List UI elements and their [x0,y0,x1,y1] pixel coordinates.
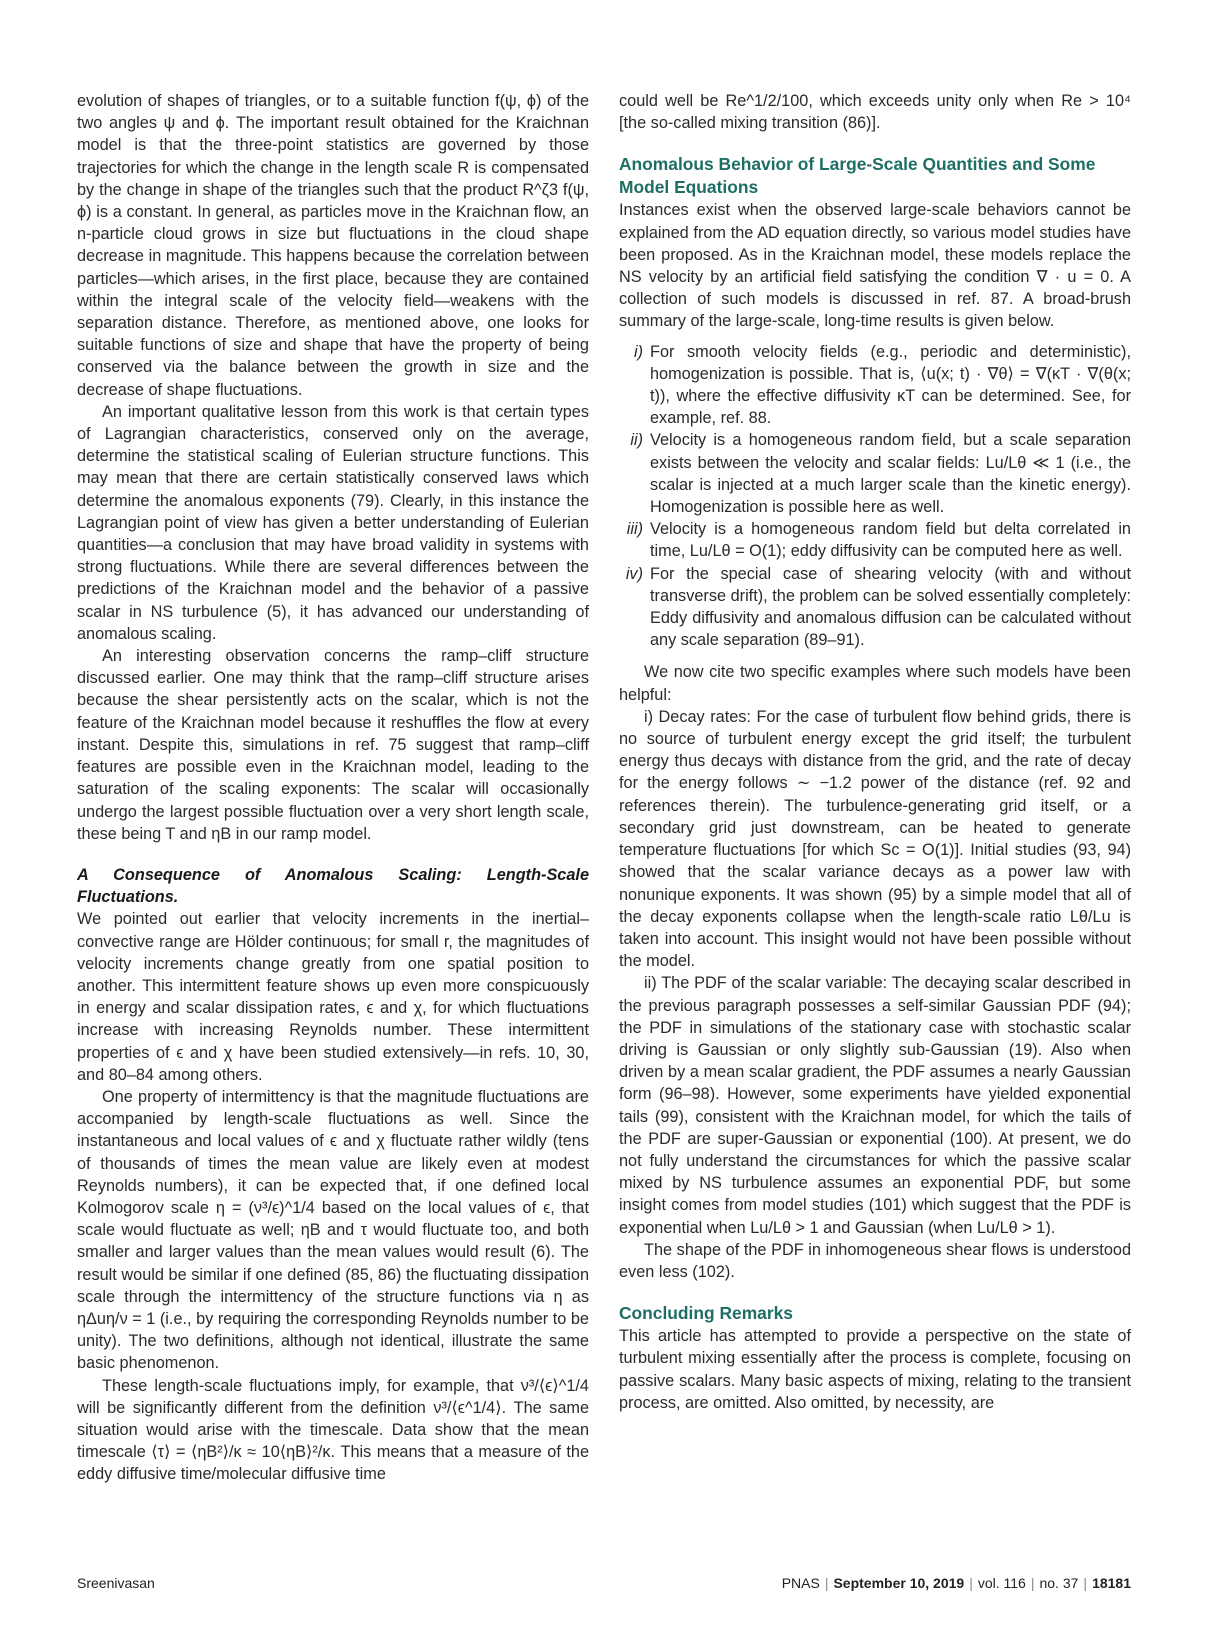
paragraph: We now cite two specific examples where such models have been helpful: [619,663,1131,704]
list-item [619,563,1131,652]
section-heading: Concluding Remarks [619,1303,793,1324]
footer-page-number: 18181 [1092,1575,1131,1591]
list-item [619,518,1131,562]
footer-issue: no. 37 [1039,1575,1079,1591]
left-column [77,90,589,1486]
paragraph: evolution of shapes of triangles, or to a suitable function f(ψ, ϕ) of the two angles ψ and ϕ. The important result obtained for the Kraichnan model is that the three-point statistics are governed by those trajectories for which the change in the length scale R is compensated by the change in shape of the triangles such that the product R^ζ3 f(ψ, ϕ) is a constant. In general, as particles move in the Kraichnan flow, an n-particle cloud grows in size but fluctuations in the cloud shape decrease in magnitude. This happens because the correlation between particles—which arises, in the first place, because they are contained within the integral scale of the velocity field—weakens with the separation distance. Therefore, as mentioned above, one looks for suitable functions of size and shape that have the property of being conserved via the balance between the growth in size and the decrease of shape fluctuations. [77,92,589,399]
paragraph: These length-scale fluctuations imply, for example, that ν³/⟨ϵ⟩^1/4 will be significantly different from the definition ν³/⟨ϵ^1/4⟩. The same situation would arise with the timescale. Data show that the mean timescale ⟨τ⟩ = ⟨ηB²⟩/κ ≈ 10⟨ηB⟩²/κ. This means that a measure of the eddy diffusive time/molecular diffusive time [77,1376,589,1484]
list-number: i) [633,342,643,361]
paragraph: could well be Re^1/2/100, which exceeds unity only when Re > 10⁴ [the so-called mixing transition (86)]. [619,92,1131,133]
list-number: iii) [626,520,643,539]
paragraph: One property of intermittency is that the magnitude fluctuations are accompanied by length-scale fluctuations as well. Since the instantaneous and local values of ϵ and χ fluctuate rather wildly (tens of thousands of times the mean value are likely even at modest Reynolds numbers), it can be expected that, if one defined local Kolmogorov scale η = (ν³/ϵ)^1/4 based on the local values of ϵ, that scale would fluctuate as well; ηB and τ would fluctuate too, and both smaller and larger values than the mean values would result (6). The result would be similar if one defined (85, 86) the fluctuating dissipation scale through the intermittency of the structure functions via η as ηΔuη/ν = 1 (i.e., by requiring the corresponding Reynolds number to be unity). The two definitions, although not identical, illustrate the same basic phenomenon. [77,1087,589,1373]
section-heading: Anomalous Behavior of Large-Scale Quantities and Some Model Equations [619,154,1096,198]
paragraph-with-runin [77,864,589,1086]
list-text: Velocity is a homogeneous random field but delta correlated in time, Lu/Lθ = O(1); eddy diffusivity can be computed here as well. [650,520,1131,561]
paragraph: An interesting observation concerns the ramp–cliff structure discussed earlier. One may think that the ramp–cliff structure arises because the shear persistently acts on the scalar, which is not the feature of the Kraichnan model because it reshuffles the flow at every instant. Despite this, simulations in ref. 75 suggest that ramp–cliff features are possible even in the Kraichnan model, leading to the saturation of the scaling exponents: The scalar will occasionally undergo the largest possible fluctuation over a very short length scale, these being T and ηB in our ramp model. [77,647,589,843]
paragraph: This article has attempted to provide a perspective on the state of turbulent mixing essentially after the process is complete, focusing on passive scalars. Many basic aspects of mixing, relating to the transient process, are omitted. Also omitted, by necessity, are [619,1327,1131,1412]
paragraph: An important qualitative lesson from this work is that certain types of Lagrangian characteristics, conserved only on the average, determine the statistical scaling of Eulerian structure functions. This may mean that there are certain statistically conserved laws which determine the anomalous exponents (79). Clearly, in this instance the Lagrangian point of view has given a better understanding of Eulerian quantities—a conclusion that may have broad validity in systems with strong fluctuations. While there are several differences between the predictions of the Kraichnan model and the behavior of a passive scalar in NS turbulence (5), it has advanced our understanding of anomalous scaling. [77,402,589,643]
right-column [619,90,1131,1414]
paragraph-text: We pointed out earlier that velocity increments in the inertial–convective range are Hölder continuous; for small r, the magnitudes of velocity increments change greatly from one spatial position to another. This intermittent feature shows up even more conspicuously in energy and scalar dissipation rates, ϵ and χ, for which fluctuations increase with increasing Reynolds number. These intermittent properties of ϵ and χ have been studied extensively—in refs. 10, 30, and 80–84 among others. [77,910,589,1084]
footer-volume: vol. 116 [977,1575,1026,1591]
paragraph: i) Decay rates: For the case of turbulent flow behind grids, there is no source of turbulent energy except the grid itself; the turbulent energy thus decays with distance from the grid, and the rate of decay for the energy follows ∼ −1.2 power of the distance (ref. 92 and references therein). The turbulence-generating grid itself, or a secondary grid just downstream, can be heated to generate temperature fluctuations [for which Sc = O(1)]. Initial studies (93, 94) showed that the scalar variance decays as a power law with nonunique exponents. It was shown (95) by a simple model that all of the decay exponents collapse when the length-scale ratio Lθ/Lu is taken into account. This insight would not have been possible without the model. [619,707,1131,971]
paragraph: ii) The PDF of the scalar variable: The decaying scalar described in the previous paragraph possesses a self-similar Gaussian PDF (94); the PDF in simulations of the stationary case with stochastic scalar driving is Gaussian or only slightly sub-Gaussian (19). Also when driven by a mean scalar gradient, the PDF assumes a nearly Gaussian form (96–98). However, some experiments have yielded exponential tails (99), consistent with the Kraichnan model, for which the tails of the PDF are super-Gaussian or exponential (100). At present, we do not fully understand the circumstances for which the passive scalar mixed by NS turbulence assumes an exponential PDF, but some insight comes from model studies (101) which suggest that the PDF is exponential when Lu/Lθ > 1 and Gaussian (when Lu/Lθ > 1). [619,974,1131,1237]
paragraph: Instances exist when the observed large-scale behaviors cannot be explained from the AD equation directly, so various model studies have been proposed. As in the Kraichnan model, these models replace the NS velocity by an artificial field satisfying the condition ∇ · u = 0. A collection of such models is discussed in ref. 87. A broad-brush summary of the large-scale, long-time results is given below. [619,201,1131,331]
footer-journal: PNAS [781,1575,820,1591]
list-number: iv) [625,564,643,583]
list-text: Velocity is a homogeneous random field, but a scale separation exists between the velocity and scalar fields: Lu/Lθ ≪ 1 (i.e., the scalar is injected at a much larger scale than the kinetic energy). Homogenization is possible here as well. [650,431,1131,517]
footer-citation: PNAS | September 10, 2019 | vol. 116 | no. 37 | 18181 [781,1575,1131,1591]
footer-author: Sreenivasan [77,1575,155,1591]
list-text: For smooth velocity fields (e.g., periodic and deterministic), homogenization is possible. That is, ⟨u(x; t) · ∇θ⟩ = ∇(κT · ∇(θ(x; t)), where the effective diffusivity κT can be determined. See, for example, ref. 88. [650,342,1131,428]
list-item [619,429,1131,518]
list-text: For the special case of shearing velocity (with and without transverse drift), the problem can be solved essentially completely: Eddy diffusivity and anomalous diffusion can be calculated without any scale separation (89–91). [650,564,1131,650]
paragraph: The shape of the PDF in inhomogeneous shear flows is understood even less (102). [619,1240,1131,1281]
footer-date: September 10, 2019 [833,1575,965,1591]
model-list [619,341,1131,652]
list-number: ii) [630,431,643,450]
list-item [619,341,1131,430]
runin-heading: A Consequence of Anomalous Scaling: Length-Scale Fluctuations. [77,865,589,907]
